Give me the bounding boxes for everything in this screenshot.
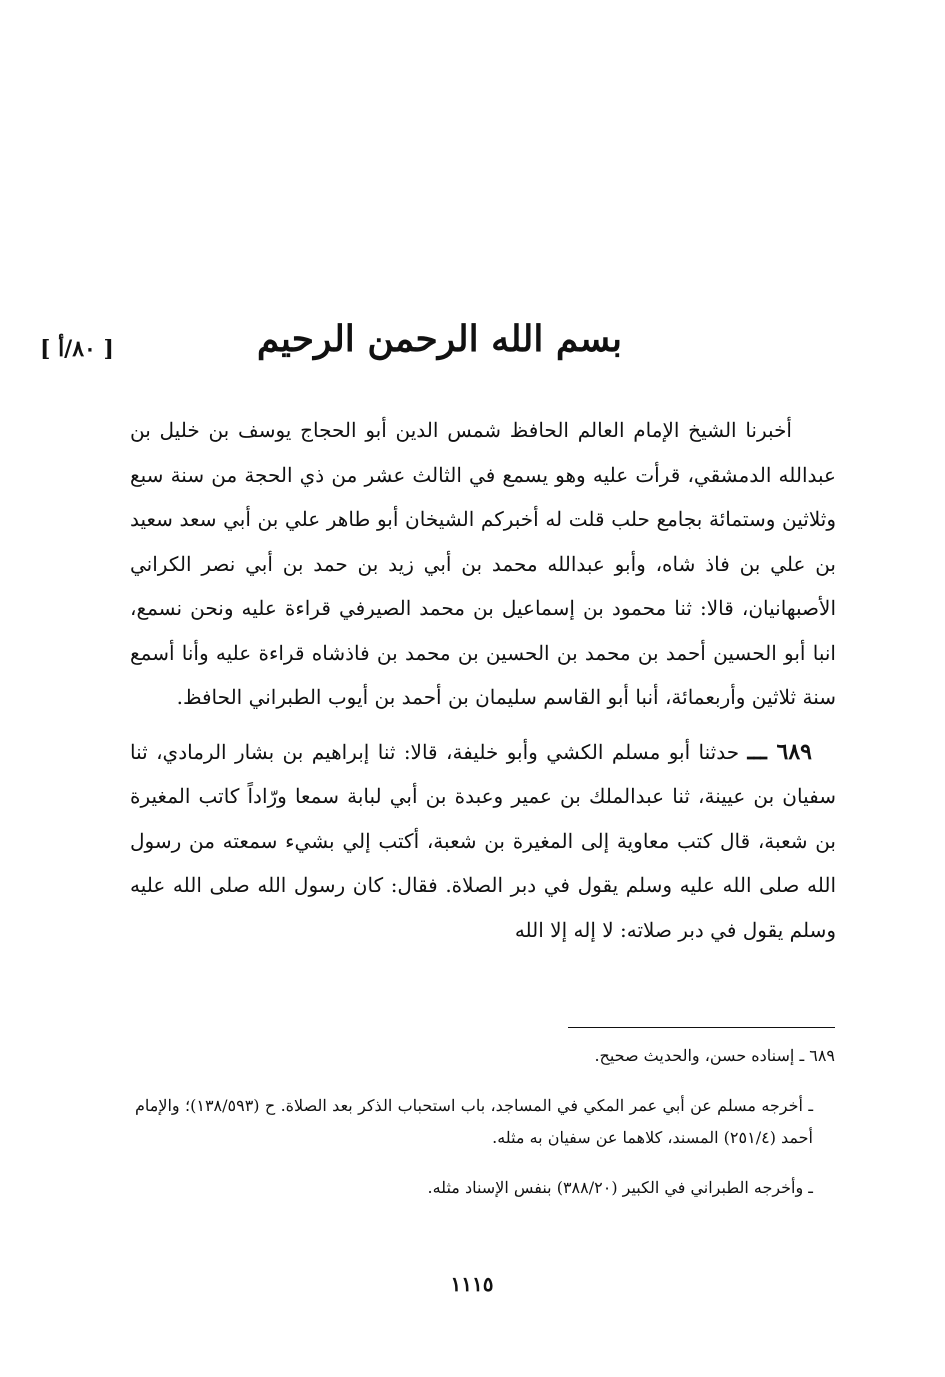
footnote-takhrij-tabarani: ـ وأخرجه الطبراني في الكبير (٣٨٨/٢٠) بنفس الإسناد مثله.	[427, 1178, 813, 1197]
basmala-heading: بسم الله الرحمن الرحيم	[256, 318, 622, 360]
hadith-number: ٦٨٩ ـــ	[747, 738, 812, 765]
footnotes	[135, 1040, 835, 1204]
footnote-divider	[568, 1027, 835, 1028]
footnote-takhrij-muslim: ـ أخرجه مسلم عن أبي عمر المكي في المساجد، باب استحباب الذكر بعد الصلاة. ح (١٣٨/٥٩٣)؛ والإمام أحمد (٢٥١/٤) المسند، كلاهما عن سفيان به مثله.	[135, 1096, 814, 1147]
main-text	[130, 408, 836, 952]
folio-marker: [ ٨٠/أ ]	[40, 336, 114, 362]
hadith-text: حدثنا أبو مسلم الكشي وأبو خليفة، قالا: ثنا إبراهيم بن بشار الرمادي، ثنا سفيان بن عيينة، ثنا عبدالملك بن عمير وعبدة بن أبي لبابة سمعا ورّاداً كاتب المغيرة بن شعبة، قال كتب معاوية إلى المغيرة بن شعبة، أكتب إلي بشيء سمعته من رسول الله صلى الله عليه وسلم يقول في دبر الصلاة. فقال: كان رسول الله صلى الله عليه وسلم يقول في دبر صلاته: لا إله إلا الله	[130, 739, 836, 942]
isnad-introduction: أخبرنا الشيخ الإمام العالم الحافظ شمس الدين أبو الحجاج يوسف بن خليل بن عبدالله الدمشقي، قرأت عليه وهو يسمع في الثالث عشر من ذي الحجة من سنة سبع وثلاثين وستمائة بجامع حلب قلت له أخبركم الشيخان أبو طاهر علي بن أبي سعد سعيد بن علي بن فاذ شاه، وأبو عبدالله محمد بن أبي زيد بن حمد بن أبي نصر الكراني الأصبهانيان، قالا: ثنا محمود بن إسماعيل بن محمد الصيرفي قراءة عليه ونحن نسمع، انبا أبو الحسين أحمد بن محمد بن الحسين بن محمد بن فاذشاه قراءة عليه وأنا أسمع سنة ثلاثين وأربعمائة، أنبا أبو القاسم سليمان بن أحمد بن أيوب الطبراني الحافظ.	[130, 418, 836, 709]
hadith-paragraph	[130, 730, 836, 953]
page-number: ١١١٥	[450, 1272, 494, 1296]
footnote-grading: ٦٨٩ ـ إسناده حسن، والحديث صحيح.	[594, 1046, 835, 1065]
